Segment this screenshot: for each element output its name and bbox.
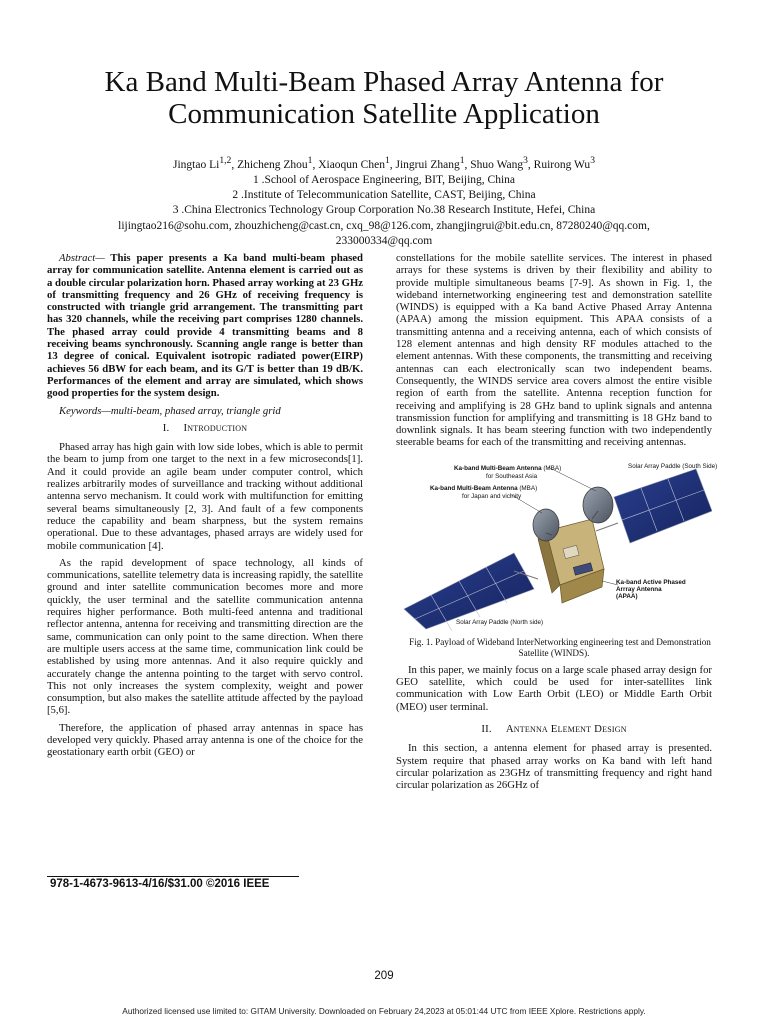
- author-sup: 1: [459, 155, 465, 166]
- label-mba-southeast-asia: Ka-band Multi-Beam Antenna (MBA): [454, 464, 562, 472]
- affiliation: 3 .China Electronics Technology Group Corporation No.38 Research Institute, Hefei, China: [172, 204, 596, 217]
- body-paragraph: Therefore, the application of phased array antennas in space has developed very quickly. Phased array antenna is one of the choice for the geostationary earth orbit (GEO) or: [47, 721, 363, 759]
- page-number: 209: [374, 970, 394, 982]
- label-apaa: Ka-band Active Phased Arrray Antenna (APAA): [616, 578, 686, 601]
- body-paragraph: As the rapid development of space technology, all kinds of communications, satellite telemetry data is increasing rapidly, the satellite ground and inter satellite communication becomes more and more quickly, the user terminal and the satellite communication antenna requires higher performance. Both multi-feed antenna and traditional reflector antenna, antenna for receiving and transmitting direction are the same, communication can only point to the same direction. When there are multiple users access at the same time, communication link could be established by using more antennas. And it also require quickly and accurately change the antenna pointing to the target with servo control. This not only increases the system complexity, weight and power consumption, but also makes the satellite attitude affected by the payload [5,6].: [47, 556, 363, 717]
- body-paragraph: In this section, a antenna element for phased array is presented. System require that phased array works on Ka band with left hand circular polarization as 23GHz of transmitting frequency and right hand circular polarization as 26GHz of: [396, 742, 712, 792]
- affiliation: 2 .Institute of Telecommunication Satellite, CAST, Beijing, China: [232, 189, 536, 202]
- affiliation: 1 .School of Aerospace Engineering, BIT, Beijing, China: [253, 174, 515, 187]
- section-heading-introduction: I. Introduction: [162, 421, 248, 434]
- author-name: Ruirong Wu: [533, 158, 591, 171]
- author-sup: 3: [590, 155, 595, 166]
- right-column: [396, 252, 718, 796]
- label-mba-japan: Ka-band Multi-Beam Antenna (MBA): [430, 484, 538, 492]
- author-block: [40, 153, 728, 249]
- mba-dish-japan: [533, 509, 559, 541]
- label-solar-paddle-south: Solar Array Paddle (South Side): [628, 462, 718, 470]
- license-footer: Authorized licensed use limited to: GITAM University. Downloaded on February 24,2023 at 05:01:44 UTC from IEEE Xplore. Restrictions apply.: [122, 1006, 646, 1016]
- solar-paddle-south: [596, 469, 712, 543]
- left-column: [47, 252, 363, 764]
- keywords: Keywords—multi-beam, phased array, triangle grid: [59, 404, 281, 417]
- body-paragraph: In this paper, we mainly focus on a large scale phased array design for GEO satellite, which could be used for inter-satellites link communication with Low Earth Orbit (LEO) or Middle Earth Orbit (MEO) user terminal.: [396, 663, 712, 713]
- author-sup: 1,2: [219, 155, 232, 166]
- author-sup: 1: [307, 155, 313, 166]
- copyright-notice: 978-1-4673-9613-4/16/$31.00 ©2016 IEEE: [50, 878, 270, 890]
- figure-caption: Fig. 1. Payload of Wideband InterNetworking engineering test and Demonstration Satellite (WINDS).: [409, 636, 711, 658]
- email-list: lijingtao216@sohu.com, zhouzhicheng@cast.cn, cxq_98@126.com, zhangjingrui@bit.edu.cn, 87280240@qq.com,: [118, 219, 650, 232]
- author-list: Jingtao Li$^{1,2}$, Zhicheng Zhou$^1$, Xiaoqun Chen$^1$, Jingrui Zhang$^1$, Shuo Wang$^3$, Ruirong Wu$^3$: [173, 155, 595, 171]
- footnote-rule: [47, 876, 299, 877]
- body-paragraph: constellations for the mobile satellite services. The interest in phased arrays for these systems is driven by their flexibility and ability to provide multiple simultaneous beams [7-9]. As shown in Fig. 1, the wideband internetworking engineering test and demonstration satellite (WINDS) is equipped with a Ka band Active Phased Array Antenna (APAA) among the mission equipment. This APAA consists of a transmitting antenna and a receiving antenna, each of which consists of 128 element antennas and high density RF modules attached to the element antennas. With these components, the transmitting and receiving antennas can each electronically scan two independent beams. Consequently, the WINDS service area covers almost the entire visible region of earth from the satellite. Antenna reception function for receiving and amplifying is 28 GHz band to uplink signals and antenna transmission function for amplifying and transmitting is 18 GHz band to downlink signals. It has beam steering function with two independently steerable beams for each of the transmitting and receiving antennas.: [396, 252, 712, 449]
- author-name: Zhicheng Zhou: [237, 158, 308, 171]
- paper-title: Ka Band Multi-Beam Phased Array Antenna for Communication Satellite Application: [104, 66, 664, 130]
- author-name: Shuo Wang: [470, 158, 524, 171]
- section-heading-antenna-element-design: II. Antenna Element Design: [481, 722, 627, 735]
- body-paragraph: Phased array has high gain with low side lobes, which is able to permit the beam to jump from one target to the next in a few microseconds[1]. And it could provide an agile beam under computer control, which realizes arbitrarily modes of surveillance and tracking without additional antenna servo mechanism. It could work with multifunction for emitting several beams simultaneously [2, 3]. And fault of a few components reduce the capability and beam sharpness, but the system remains operational. Due to these advantages, phased arrays are widely used for mobile communication [4].: [47, 441, 363, 552]
- mba-dish-southeast-asia: [583, 487, 613, 523]
- label-mba-japan-sub: for Japan and vicinity: [462, 492, 522, 500]
- abstract-label: Abstract—: [59, 252, 105, 264]
- author-name: Jingtao Li: [173, 158, 220, 171]
- author-sup: 1: [384, 155, 390, 166]
- author-name: Jingrui Zhang: [395, 158, 460, 171]
- label-mba-southeast-asia-sub: for Southeast Asia: [486, 472, 538, 480]
- email-list: 233000334@qq.com: [335, 234, 433, 247]
- figure-satellite: [396, 461, 718, 631]
- label-solar-paddle-north: Solar Array Paddle (North side): [456, 618, 544, 626]
- abstract-text: This paper presents a Ka band multi-beam phased array for communication satellite. Antenna element is carried out as a double circular polarization horn. Phased array working at 23 GHz of transmitting frequency and 26 GHz of receiving frequency is constructed with triangle grid arrangement. The transmitting part has 320 channels, while the receiving part comprises 1280 channels. The phased array could provide 4 transmitting beams and 8 receiving beams synchronously. Scanning angle range is better than 13 degree of conical. Equivalent isotropic radiated power(EIRP) achieves 56 dBW for each beam, and its G/T is better than 19 dB/K. Performances of the element and array are simulated, which shows good properties for the system design.: [47, 252, 363, 400]
- abstract: [47, 252, 363, 400]
- author-sup: 3: [523, 155, 528, 166]
- author-name: Xiaoqun Chen: [318, 158, 385, 171]
